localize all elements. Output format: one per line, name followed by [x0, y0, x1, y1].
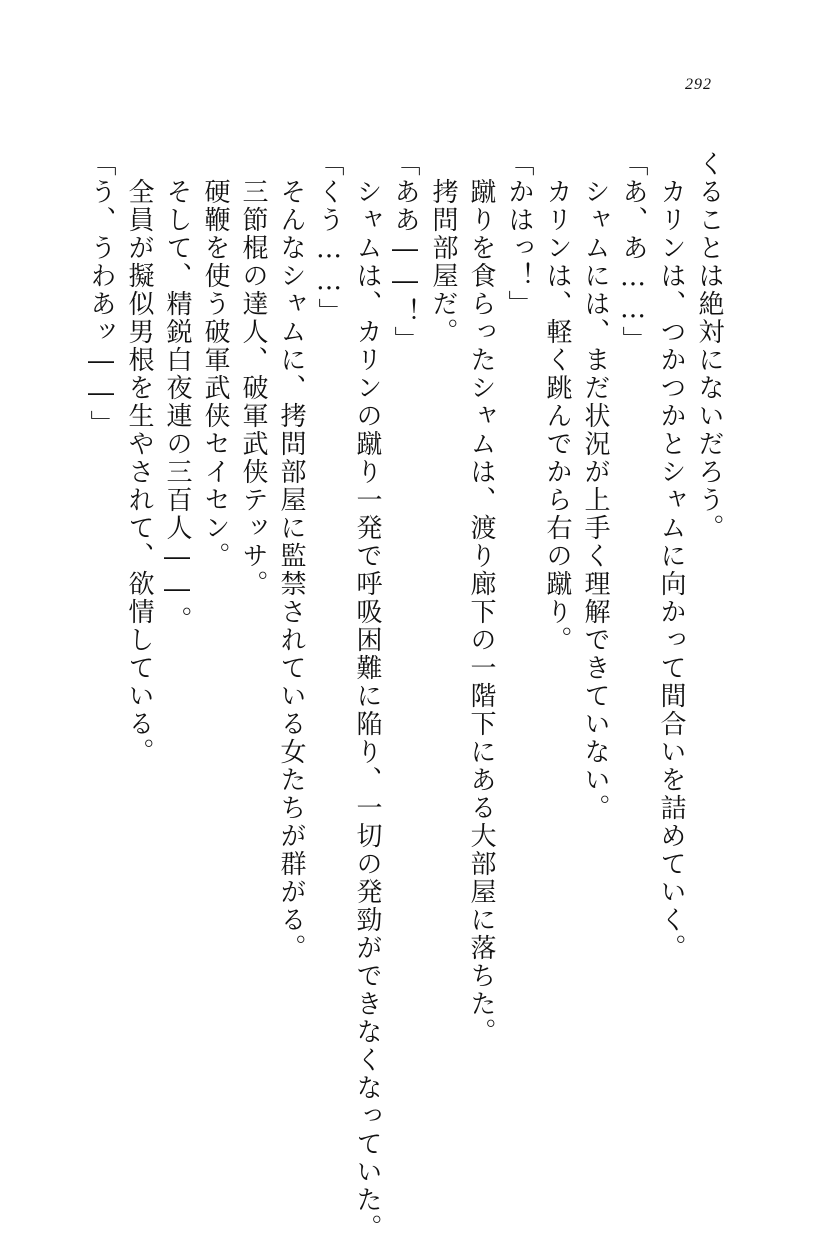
text-line: 蹴りを食らったシャムは、渡り廊下の一階下にある大部屋に落ちた。: [466, 150, 496, 1046]
text-line: 「う、うわあッ――」: [86, 150, 116, 438]
text-line: 「ああ――！」: [390, 150, 420, 354]
text-line: カリンは、軽く跳んでから右の蹴り。: [542, 150, 572, 654]
text-line: 「くう……」: [314, 150, 344, 326]
text-line: 三節棍の達人、破軍武侠テッサ。: [238, 150, 268, 598]
text-line: そして、精鋭白夜連の三百人――。: [162, 150, 192, 634]
text-line: 全員が擬似男根を生やされて、欲情している。: [124, 150, 154, 766]
text-line: 「あ、あ……」: [618, 150, 648, 354]
text-line: 硬鞭を使う破軍武侠セイセン。: [200, 150, 230, 570]
text-line: 拷問部屋だ。: [428, 150, 458, 346]
text-line: くることは絶対にないだろう。: [694, 150, 724, 542]
novel-text-body: [68, 150, 728, 1242]
page-number: 292: [685, 76, 712, 93]
text-line: カリンは、つかつかとシャムに向かって間合いを詰めていく。: [656, 150, 686, 962]
text-line: シャムには、まだ状況が上手く理解できていない。: [580, 150, 610, 822]
text-line: そんなシャムに、拷問部屋に監禁されている女たちが群がる。: [276, 150, 306, 962]
text-line: シャムは、カリンの蹴り一発で呼吸困難に陥り、一切の発勁ができなくなっていた。: [352, 150, 382, 1242]
text-line: 「かはっ！」: [504, 150, 534, 318]
